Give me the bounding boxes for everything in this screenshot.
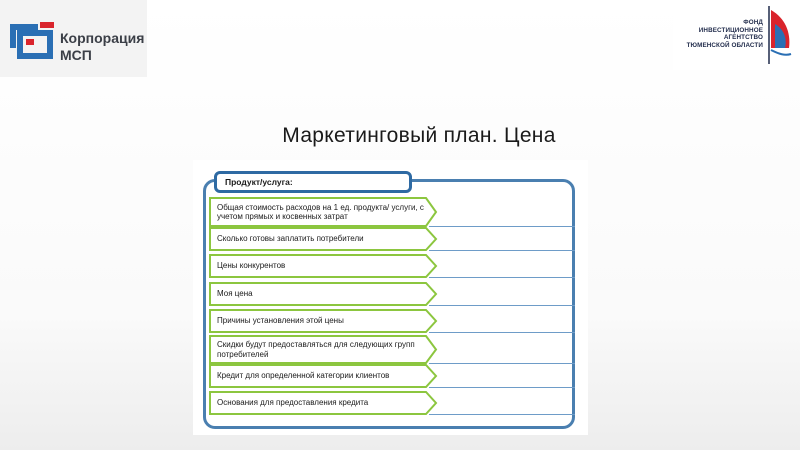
table-row xyxy=(209,391,575,415)
fund-logo-text xyxy=(675,19,763,49)
msp-logo-line2: МСП xyxy=(60,47,92,63)
msp-logo-line1: Корпорация xyxy=(60,30,145,46)
pricing-table xyxy=(193,160,588,435)
table-row xyxy=(209,282,575,306)
row-label: Кредит для определенной категории клиентов xyxy=(217,371,390,381)
table-row xyxy=(209,227,575,251)
row-label: Цены конкурентов xyxy=(217,261,286,271)
row-label: Общая стоимость расходов на 1 ед. продукта/ услуги, с учетом прямых и косвенных затрат xyxy=(217,202,424,221)
row-label: Основания для предоставления кредита xyxy=(217,398,369,408)
table-row xyxy=(209,335,575,364)
msp-logo xyxy=(0,0,147,77)
table-row xyxy=(209,254,575,278)
product-header: Продукт/услуга: xyxy=(214,171,412,193)
fund-logo-line2: ИНВЕСТИЦИОННОЕ xyxy=(698,26,763,34)
sail-icon xyxy=(765,4,797,66)
row-underline xyxy=(429,277,575,278)
fund-logo-line3: АГЕНТСТВО xyxy=(723,34,763,41)
row-label: Скидки будут предоставляться для следующих групп потребителей xyxy=(217,340,415,359)
row-label: Сколько готовы заплатить потребители xyxy=(217,234,364,244)
fund-logo xyxy=(673,0,800,70)
row-label: Причины установления этой цены xyxy=(217,316,344,326)
row-underline xyxy=(429,332,575,333)
slide-title: Маркетинговый план. Цена xyxy=(282,124,556,147)
msp-logo-text xyxy=(60,30,144,64)
msp-logo-icon xyxy=(4,18,58,60)
row-label: Моя цена xyxy=(217,289,253,299)
fund-logo-line4: ТЮМЕНСКОЙ ОБЛАСТИ xyxy=(686,41,763,49)
row-underline xyxy=(429,414,575,415)
row-underline xyxy=(429,250,575,251)
fund-logo-line1: ФОНД xyxy=(743,19,763,26)
table-row xyxy=(209,309,575,333)
row-underline xyxy=(429,305,575,306)
table-row xyxy=(209,364,575,388)
table-row xyxy=(209,197,575,227)
row-underline xyxy=(429,387,575,388)
